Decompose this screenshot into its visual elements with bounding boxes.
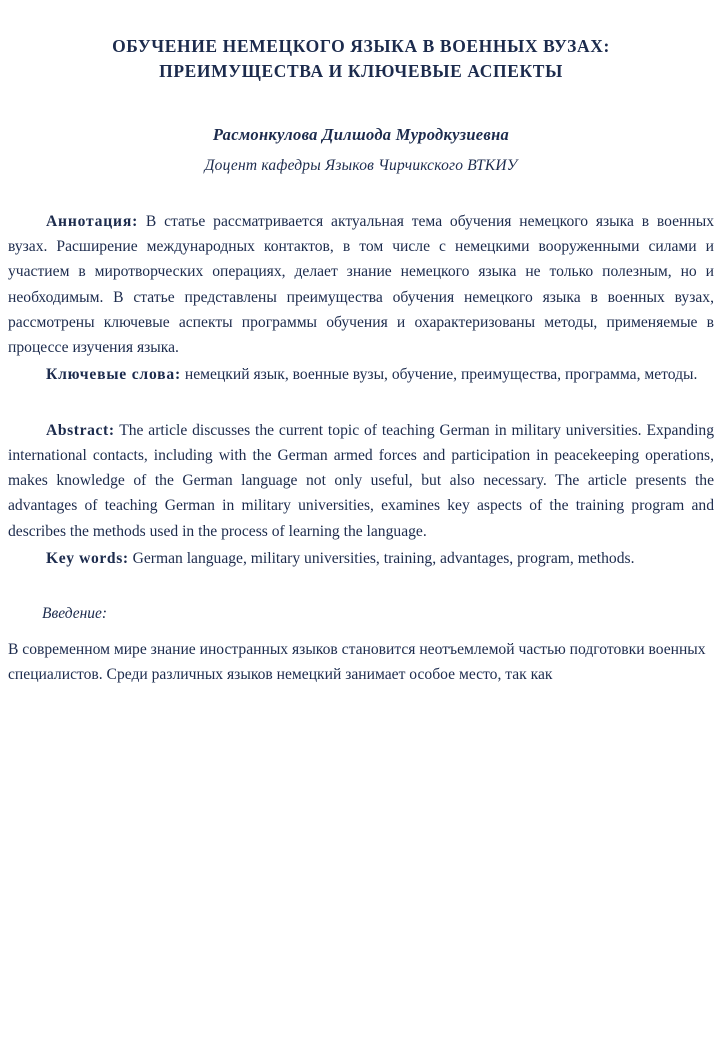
keywords-russian-label: Ключевые слова: [46, 366, 181, 384]
section-heading-introduction: Введение: [42, 605, 108, 622]
keywords-english [8, 546, 714, 571]
author-affiliation: Доцент кафедры Языков Чирчикского ВТКИУ [204, 156, 518, 174]
abstract-russian-label: Аннотация: [46, 212, 139, 230]
abstract-english-text: The article discusses the current topic of teaching German in military universities. Expanding international contacts, including with the German armed forces and participation in peacekeeping operations, makes knowledge of the German language not only useful, but also necessary. The article presents the advantages of teaching German in military universities, examines key aspects of the training program and describes the methods used in the process of learning the language. [8, 421, 714, 540]
keywords-russian-text: немецкий язык, военные вузы, обучение, преимущества, программа, методы. [181, 366, 698, 384]
title-line-1: ОБУЧЕНИЕ НЕМЕЦКОГО ЯЗЫКА В ВОЕННЫХ ВУЗАХ: [112, 36, 610, 56]
abstract-russian [8, 209, 714, 361]
title-line-2: ПРЕИМУЩЕСТВА И КЛЮЧЕВЫЕ АСПЕКТЫ [159, 61, 563, 82]
abstract-english-label: Abstract: [46, 421, 115, 439]
keywords-russian [8, 362, 714, 387]
page-title [38, 34, 684, 85]
abstract-english [8, 418, 714, 544]
abstract-russian-text: В статье рассматривается актуальная тема обучения немецкого языка в военных вузах. Расширение международных контактов, в том числе с немецкими вооруженными силами и участием в миротворческих операциях, делает знание немецкого языка не только полезным, но и необходимым. В статье представлены преимущества обучения немецкого языка в военных вузах, рассмотрены ключевые аспекты программы обучения и охарактеризованы методы, применяемые в процессе изучения языка. [8, 212, 714, 356]
keywords-english-text: German language, military universities, training, advantages, program, methods. [128, 549, 635, 567]
keywords-english-label: Key words: [46, 549, 129, 567]
introduction-paragraph: В современном мире знание иностранных языков становится неотъемлемой частью подготовки военных специалистов. Среди различных языков немецкий занимает особое место, так как [8, 641, 706, 684]
author-name: Расмонкулова Дилшода Муродкузиевна [212, 124, 510, 144]
